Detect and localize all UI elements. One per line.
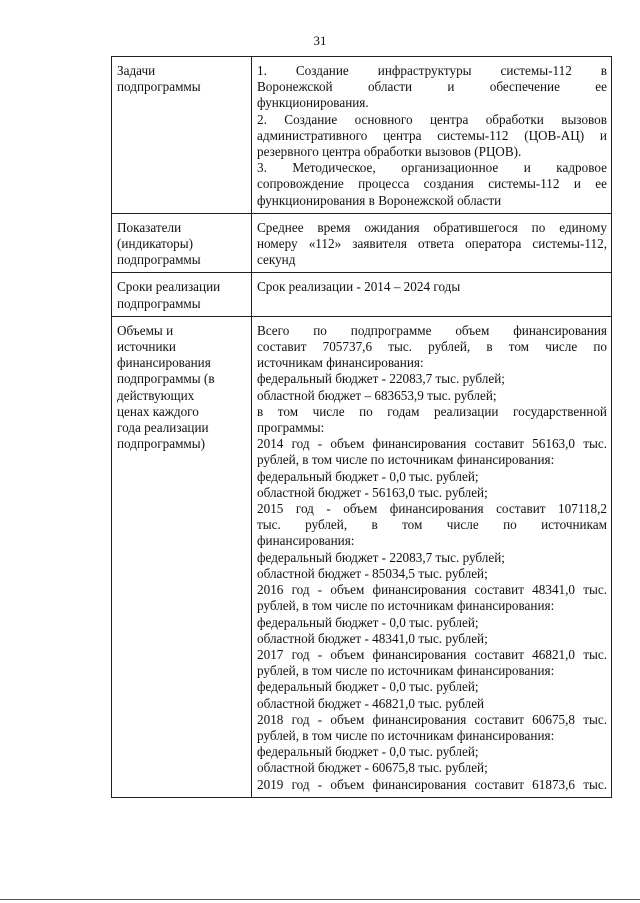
bottom-divider bbox=[0, 899, 640, 900]
value-line: областной бюджет - 56163,0 тыс. рублей; bbox=[257, 484, 488, 500]
value-line: 2. Создание основного центра обработки вызовов bbox=[257, 111, 607, 127]
label-line: действующих bbox=[117, 387, 195, 403]
value-line: составит 705737,6 тыс. рублей, в том числе по bbox=[257, 339, 607, 355]
table-row-funding bbox=[112, 316, 612, 797]
value-line: сопровождение процесса создания системы-112 и ее bbox=[257, 176, 607, 192]
value-line: Всего по подпрограмме объем финансирования bbox=[257, 322, 607, 338]
value-line: федеральный бюджет - 0,0 тыс. рублей; bbox=[257, 468, 479, 484]
value-line: областной бюджет - 60675,8 тыс. рублей; bbox=[257, 760, 488, 776]
row-value-timeframe bbox=[252, 273, 612, 316]
value-line: 3. Методическое, организационное и кадровое bbox=[257, 160, 607, 176]
value-line: 2019 год - объем финансирования составит 61873,6 тыс. bbox=[257, 776, 607, 792]
value-line: областной бюджет - 85034,5 тыс. рублей; bbox=[257, 565, 488, 581]
label-line: источники bbox=[117, 339, 176, 355]
value-line: областной бюджет - 48341,0 тыс. рублей; bbox=[257, 630, 488, 646]
label-line: Сроки реализации bbox=[117, 279, 221, 295]
table-row-indicators bbox=[112, 213, 612, 273]
value-line: Среднее время ожидания обратившегося по единому bbox=[257, 219, 607, 235]
row-value-funding bbox=[252, 316, 612, 797]
label-line: Объемы и bbox=[117, 322, 174, 338]
value-line: рублей, в том числе по источникам финансирования: bbox=[257, 452, 555, 468]
label-line: подпрограммы bbox=[117, 252, 201, 268]
row-label-indicators bbox=[112, 213, 252, 273]
label-line: Показатели bbox=[117, 219, 182, 235]
row-label-funding bbox=[112, 316, 252, 797]
value-line: 2018 год - объем финансирования составит 60675,8 тыс. bbox=[257, 711, 607, 727]
row-label-tasks bbox=[112, 57, 252, 214]
value-line: 2014 год - объем финансирования составит 56163,0 тыс. bbox=[257, 436, 607, 452]
value-line: в том числе по годам реализации государственной bbox=[257, 403, 607, 419]
value-line: номеру «112» заявителя ответа оператора системы-112, bbox=[257, 236, 607, 252]
value-line: Срок реализации - 2014 – 2024 годы bbox=[257, 279, 461, 295]
label-line: подпрограммы (в bbox=[117, 371, 215, 387]
value-line: источникам финансирования: bbox=[257, 355, 424, 371]
value-line: административного центра системы-112 (ЦОВ-АЦ) и bbox=[257, 127, 607, 143]
value-line: функционирования в Воронежской области bbox=[257, 192, 502, 208]
value-line: рублей, в том числе по источникам финансирования: bbox=[257, 727, 555, 743]
value-line: федеральный бюджет - 0,0 тыс. рублей; bbox=[257, 614, 479, 630]
value-line: 2016 год - объем финансирования составит 48341,0 тыс. bbox=[257, 582, 607, 598]
table-body bbox=[112, 57, 612, 798]
row-value-tasks bbox=[252, 57, 612, 214]
value-line: секунд bbox=[257, 252, 296, 268]
value-line: программы: bbox=[257, 420, 325, 436]
value-line: федеральный бюджет - 0,0 тыс. рублей; bbox=[257, 744, 479, 760]
label-line: подпрограммы bbox=[117, 79, 201, 95]
label-line: финансирования bbox=[117, 355, 211, 371]
row-value-indicators bbox=[252, 213, 612, 273]
value-line: федеральный бюджет - 22083,7 тыс. рублей; bbox=[257, 371, 505, 387]
table-row-timeframe bbox=[112, 273, 612, 316]
value-line: Воронежской области и обеспечение ее bbox=[257, 79, 607, 95]
value-line: областной бюджет - 46821,0 тыс. рублей bbox=[257, 695, 485, 711]
label-line: Задачи bbox=[117, 63, 156, 78]
value-line: 2017 год - объем финансирования составит 46821,0 тыс. bbox=[257, 646, 607, 662]
subprogram-passport-table bbox=[111, 56, 612, 798]
value-line: финансирования: bbox=[257, 533, 355, 549]
label-line: подпрограммы) bbox=[117, 436, 206, 452]
table-row-tasks bbox=[112, 57, 612, 214]
row-label-timeframe bbox=[112, 273, 252, 316]
value-line: федеральный бюджет - 22083,7 тыс. рублей; bbox=[257, 549, 505, 565]
label-line: подпрограммы bbox=[117, 295, 201, 311]
value-line: рублей, в том числе по источникам финансирования: bbox=[257, 598, 555, 614]
value-line: функционирования. bbox=[257, 95, 369, 111]
value-line: резервного центра обработки вызовов (РЦОВ). bbox=[257, 144, 522, 160]
value-line: рублей, в том числе по источникам финансирования: bbox=[257, 663, 555, 679]
value-line: 2015 год - объем финансирования составит 107118,2 bbox=[257, 501, 607, 517]
value-line: тыс. рублей, в том числе по источникам bbox=[257, 517, 607, 533]
page-number: 31 bbox=[313, 33, 327, 48]
label-line: (индикаторы) bbox=[117, 236, 194, 252]
label-line: ценах каждого bbox=[117, 403, 199, 419]
value-line: 1. Создание инфраструктуры системы-112 в bbox=[257, 63, 607, 78]
value-line: федеральный бюджет - 0,0 тыс. рублей; bbox=[257, 679, 479, 695]
label-line: года реализации bbox=[117, 420, 209, 436]
value-line: областной бюджет – 683653,9 тыс. рублей; bbox=[257, 387, 497, 403]
